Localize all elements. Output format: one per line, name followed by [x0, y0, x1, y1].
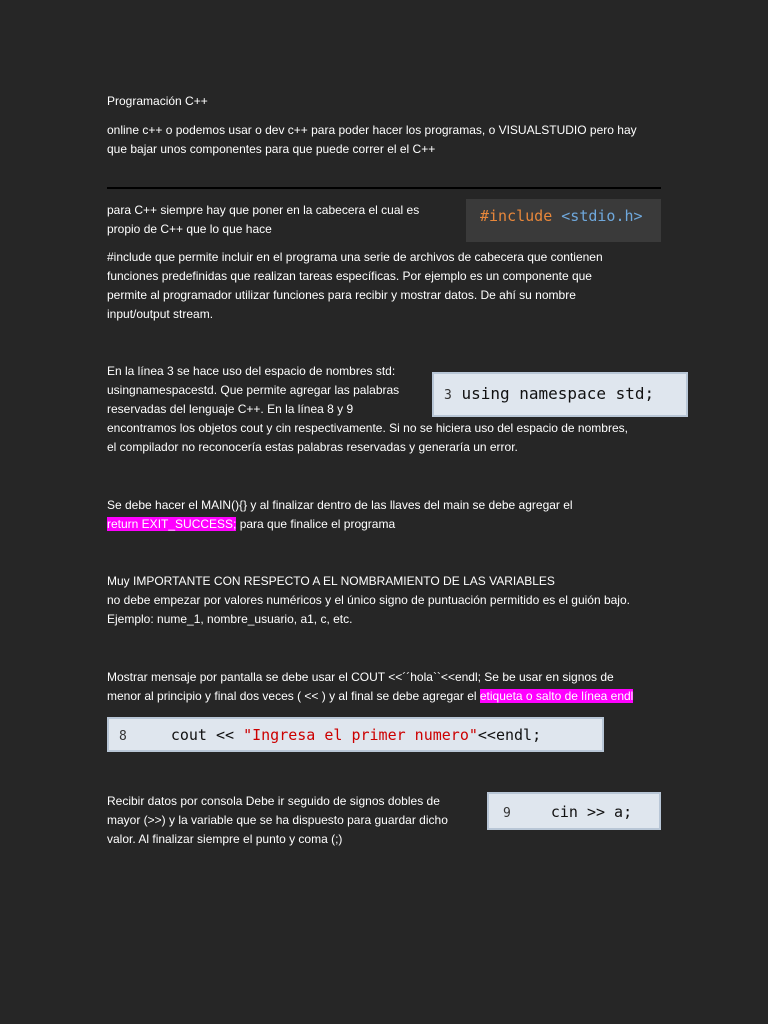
- page-title: Programación C++: [107, 94, 208, 108]
- cout-code-post: <<endl;: [477, 726, 542, 744]
- namespace-line-3: reservadas del lenguaje C++. En la línea 8 y 9: [107, 402, 354, 416]
- return-highlight: return EXIT_SUCCESS;: [107, 517, 237, 531]
- cin-line-1: Recibir datos por consola Debe ir seguido de signos dobles de: [107, 794, 440, 808]
- namespace-code-snippet: [432, 372, 688, 417]
- include-body-line-1: #include que permite incluir en el programa una serie de archivos de cabecera que contienen: [107, 250, 603, 264]
- variables-line-2: no debe empezar por valores numéricos y el único signo de puntuación permitido es el guión bajo.: [107, 593, 630, 607]
- cin-line-2: mayor (>>) y la variable que se ha dispuesto para guardar dicho: [107, 813, 448, 827]
- include-body-line-2: funciones predefinidas que realizan tareas específicas. Por ejemplo es un componente que: [107, 269, 592, 283]
- code-line-number: 3: [444, 388, 452, 403]
- cout-line-2-text: menor al principio y final dos veces ( << ) y al final se debe agregar el: [107, 689, 480, 703]
- code-line-number: 9: [503, 806, 511, 821]
- namespace-line-1: En la línea 3 se hace uso del espacio de nombres std:: [107, 364, 396, 378]
- include-code-snippet: [466, 199, 661, 242]
- variables-line-1: Muy IMPORTANTE CON RESPECTO A EL NOMBRAMIENTO DE LAS VARIABLES: [107, 574, 555, 588]
- cout-line-1: Mostrar mensaje por pantalla se debe usar el COUT <<´´hola``<<endl; Se be usar en signos de: [107, 670, 614, 684]
- include-lead-line-1: para C++ siempre hay que poner en la cabecera el cual es: [107, 203, 420, 217]
- endl-highlight: etiqueta o salto de línea endl: [479, 689, 634, 703]
- main-line-2: [107, 515, 395, 534]
- include-header: <stdio.h>: [561, 207, 643, 225]
- include-lead-line-2: propio de C++ que lo que hace: [107, 222, 272, 236]
- main-line-2-rest: para que finalice el programa: [236, 517, 396, 531]
- include-body-line-3: permite al programador utilizar funciones para recibir y mostrar datos. De ahí su nombre: [107, 288, 576, 302]
- namespace-code: using namespace std;: [461, 384, 655, 403]
- include-body-line-4: input/output stream.: [107, 307, 214, 321]
- variables-line-3: Ejemplo: nume_1, nombre_usuario, a1, c, etc.: [107, 612, 353, 626]
- cin-code: cin >> a;: [550, 803, 633, 821]
- namespace-line-2: usingnamespacestd. Que permite agregar las palabras: [107, 383, 400, 397]
- code-line-number: 8: [119, 729, 127, 744]
- cin-code-snippet: [487, 792, 661, 830]
- namespace-line-4: encontramos los objetos cout y cin respectivamente. Si no se hiciera uso del espacio de nombres,: [107, 421, 628, 435]
- cout-code-snippet: [107, 717, 604, 752]
- main-line-1: Se debe hacer el MAIN(){} y al finalizar dentro de las llaves del main se debe agregar el: [107, 498, 573, 512]
- section-divider: [107, 187, 661, 189]
- cout-line-2: [107, 687, 633, 706]
- namespace-line-5: el compilador no reconocería estas palabras reservadas y generaría un error.: [107, 440, 518, 454]
- intro-line-1: online c++ o podemos usar o dev c++ para poder hacer los programas, o VISUALSTUDIO pero hay: [107, 123, 637, 137]
- cout-code-string: "Ingresa el primer numero": [243, 726, 478, 744]
- intro-line-2: que bajar unos componentes para que puede correr el el C++: [107, 142, 436, 156]
- include-keyword: #include: [480, 207, 553, 225]
- cout-code-pre: cout <<: [170, 726, 244, 744]
- cin-line-3: valor. Al finalizar siempre el punto y coma (;): [107, 832, 343, 846]
